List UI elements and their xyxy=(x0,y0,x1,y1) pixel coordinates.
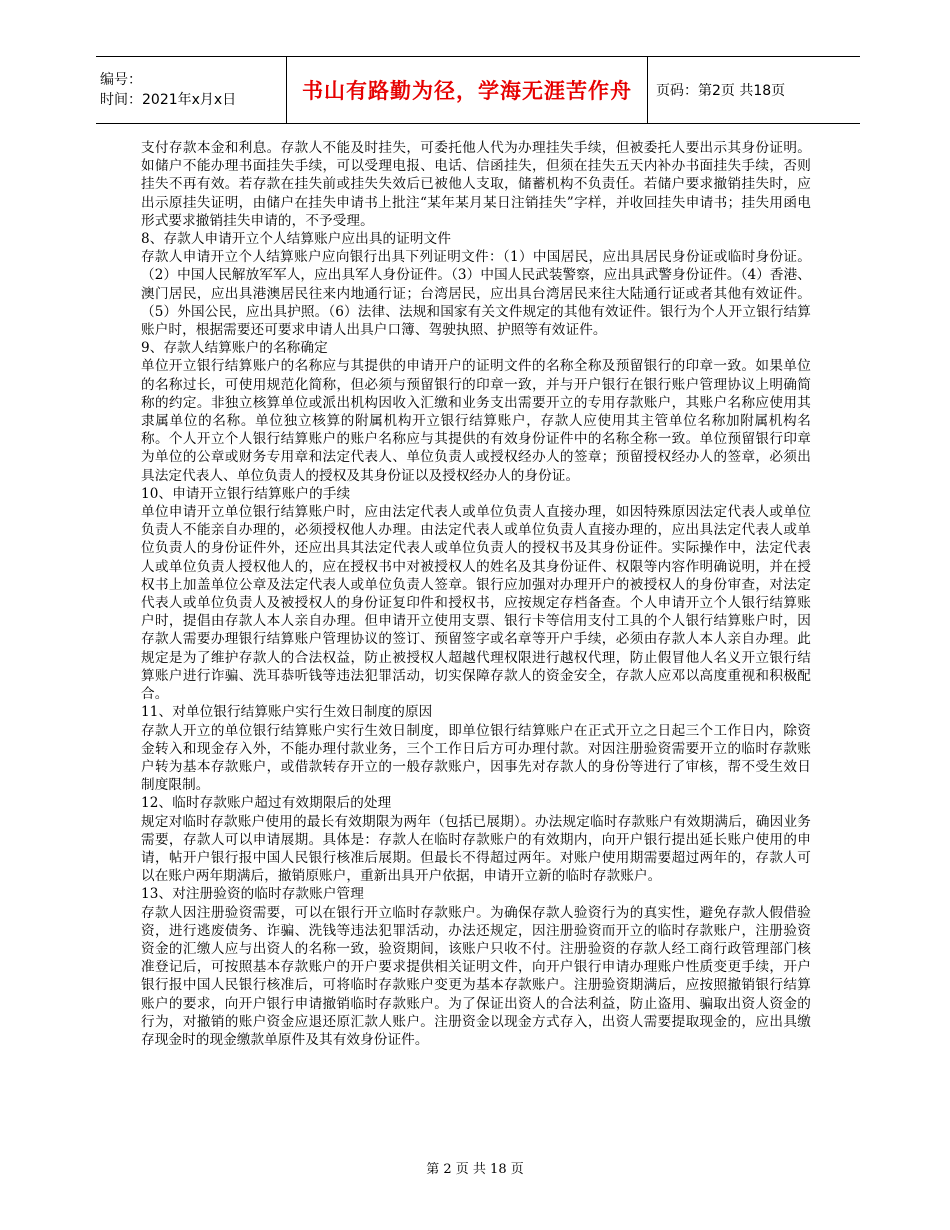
document-body xyxy=(141,139,811,1049)
document-number-label: 编号： xyxy=(100,72,142,88)
header-meta xyxy=(96,57,286,123)
section-heading: 10、申请开立银行结算账户的手续 xyxy=(141,485,351,502)
header-page-info: 页码：第2页 共18页 xyxy=(656,83,786,99)
section-heading: 11、对单位银行结算账户实行生效日制度的原因 xyxy=(141,704,433,721)
paragraph: 存款人申请开立个人结算账户应向银行出具下列证明文件：（1）中国居民，应出具居民身份证或临时身份证。（2）中国人民解放军军人，应出具军人身份证件。（3）中国人民武装警察，应出具武警身份证件。（4）香港、澳门居民，应出具港澳居民往来内地通行证；台湾居民，应出具台湾居民来往大陆通行证或者其他有效证件。（5）外国公民，应出具护照。（6）法律、法规和国家有关文件规定的其他有效证件。银行为个人开立银行结算账户时，根据需要还可要求申请人出具户口簿、驾驶执照、护照等有效证件。 xyxy=(141,249,811,339)
paragraph: 单位开立银行结算账户的名称应与其提供的申请开户的证明文件的名称全称及预留银行的印章一致。如果单位的名称过长，可使用规范化简称，但必须与预留银行的印章一致，并与开户银行在银行账户管理协议上明确简称的约定。非独立核算单位或派出机构因收入汇缴和业务支出需要开立的专用存款账户，其账户名称应使用其隶属单位的名称。单位独立核算的附属机构开立银行结算账户，存款人应使用其主管单位名称加附属机构名称。个人开立个人银行结算账户的账户名称应与其提供的有效身份证件中的名称全称一致。单位预留银行印章为单位的公章或财务专用章和法定代表人、单位负责人或授权经办人的签章；预留授权经办人的签章，必须出具法定代表人、单位负责人的授权及其身份证以及授权经办人的身份证。 xyxy=(141,358,811,484)
paragraph: 存款人因注册验资需要，可以在银行开立临时存款账户。为确保存款人验资行为的真实性，避免存款人假借验资，进行逃废债务、诈骗、洗钱等违法犯罪活动，办法还规定，因注册验资而开立的临时存款账户，注册验资资金的汇缴人应与出资人的名称一致，验资期间，该账户只收不付。注册验资的存款人经工商行政管理部门核准登记后，可按照基本存款账户的开户要求提供相关证明文件，向开户银行申请办理账户性质变更手续，开户银行报中国人民银行核准后，可将临时存款账户变更为基本存款账户。注册验资期满后，应按照撤销银行结算账户的要求，向开户银行申请撤销临时存款账户。为了保证出资人的合法利益，防止盗用、骗取出资人资金的行为，对撤销的账户资金应退还原汇款人账户。注册资金以现金方式存入，出资人需要提取现金的，应出具缴存现金时的现金缴款单原件及其有效身份证件。 xyxy=(141,904,811,1048)
section-heading: 12、临时存款账户超过有效期限后的处理 xyxy=(141,795,392,812)
paragraph: 存款人开立的单位银行结算账户实行生效日制度，即单位银行结算账户在正式开立之日起三个工作日内，除资金转入和现金存入外，不能办理付款业务，三个工作日后方可办理付款。对因注册验资需要开立的临时存款账户转为基本存款账户，或借款转存开立的一般存款账户，因事先对存款人的身份等进行了审核，帮不受生效日制度限制。 xyxy=(141,722,811,794)
paragraph: 支付存款本金和利息。存款人不能及时挂失，可委托他人代为办理挂失手续，但被委托人要出示其身份证明。如储户不能办理书面挂失手续，可以受理电报、电话、信函挂失，但须在挂失五天内补办书面挂失手续，否则挂失不再有效。若存款在挂失前或挂失失效后已被他人支取，储蓄机构不负责任。若储户要求撤销挂失时，应出示原挂失证明，由储户在挂失申请书上批注“某年某月某日注销挂失”字样，并收回挂失申请书；挂失用函电形式要求撤销挂失申请的，不予受理。 xyxy=(141,140,811,229)
page-header xyxy=(96,56,860,124)
header-motto-cell xyxy=(286,57,648,123)
header-page-info-cell xyxy=(648,57,860,123)
header-motto: 书山有路勤为径，学海无涯苦作舟 xyxy=(302,79,632,103)
section-heading: 9、存款人结算账户的名称确定 xyxy=(141,340,328,357)
document-date: 时间：2021年x月x日 xyxy=(100,92,237,108)
page-footer xyxy=(0,1158,950,1177)
footer-page-number: 第 2 页 共 18 页 xyxy=(426,1162,524,1177)
paragraph: 单位申请开立单位银行结算账户时，应由法定代表人或单位负责人直接办理，如因特殊原因法定代表人或单位负责人不能亲自办理的，必须授权他人办理。由法定代表人或单位负责人直接办理的，应出具法定代表人或单位负责人的身份证件外，还应出具其法定代表人或单位负责人的授权书及其身份证件。实际操作中，法定代表人或单位负责人授权他人的，应在授权书中对被授权人的姓名及其身份证件、权限等内容作明确说明，并在授权书上加盖单位公章及法定代表人或单位负责人签章。银行应加强对办理开户的被授权人的身份审查，对法定代表人或单位负责人及被授权人的身份证复印件和授权书，应按规定存档备查。个人申请开立个人银行结算账户时，提倡由存款人本人亲自办理。但申请开立使用支票、银行卡等信用支付工具的个人银行结算账户时，因存款人需要办理银行结算账户管理协议的签订、预留签字或名章等开户手续，必须由存款人本人亲自办理。此规定是为了维护存款人的合法权益，防止被授权人超越代理权限进行越权代理，防止假冒他人名义开立银行结算账户进行诈骗、洗耳恭听钱等违法犯罪活动，切实保障存款人的资金安全，存款人应邓以高度重视和积极配合。 xyxy=(141,504,811,703)
section-heading: 8、存款人申请开立个人结算账户应出具的证明文件 xyxy=(141,231,452,248)
paragraph: 规定对临时存款账户使用的最长有效期限为两年（包括已展期）。办法规定临时存款账户有效期满后，确因业务需要，存款人可以申请展期。具体是：存款人在临时存款账户的有效期内，向开户银行提出延长账户使用的申请，帖开户银行报中国人民银行核准后展期。但最长不得超过两年。对账户使用期需要超过两年的，存款人可以在账户两年期满后，撤销原账户，重新出具开户依据，申请开立新的临时存款账户。 xyxy=(141,813,811,885)
section-heading: 13、对注册验资的临时存款账户管理 xyxy=(141,886,364,903)
